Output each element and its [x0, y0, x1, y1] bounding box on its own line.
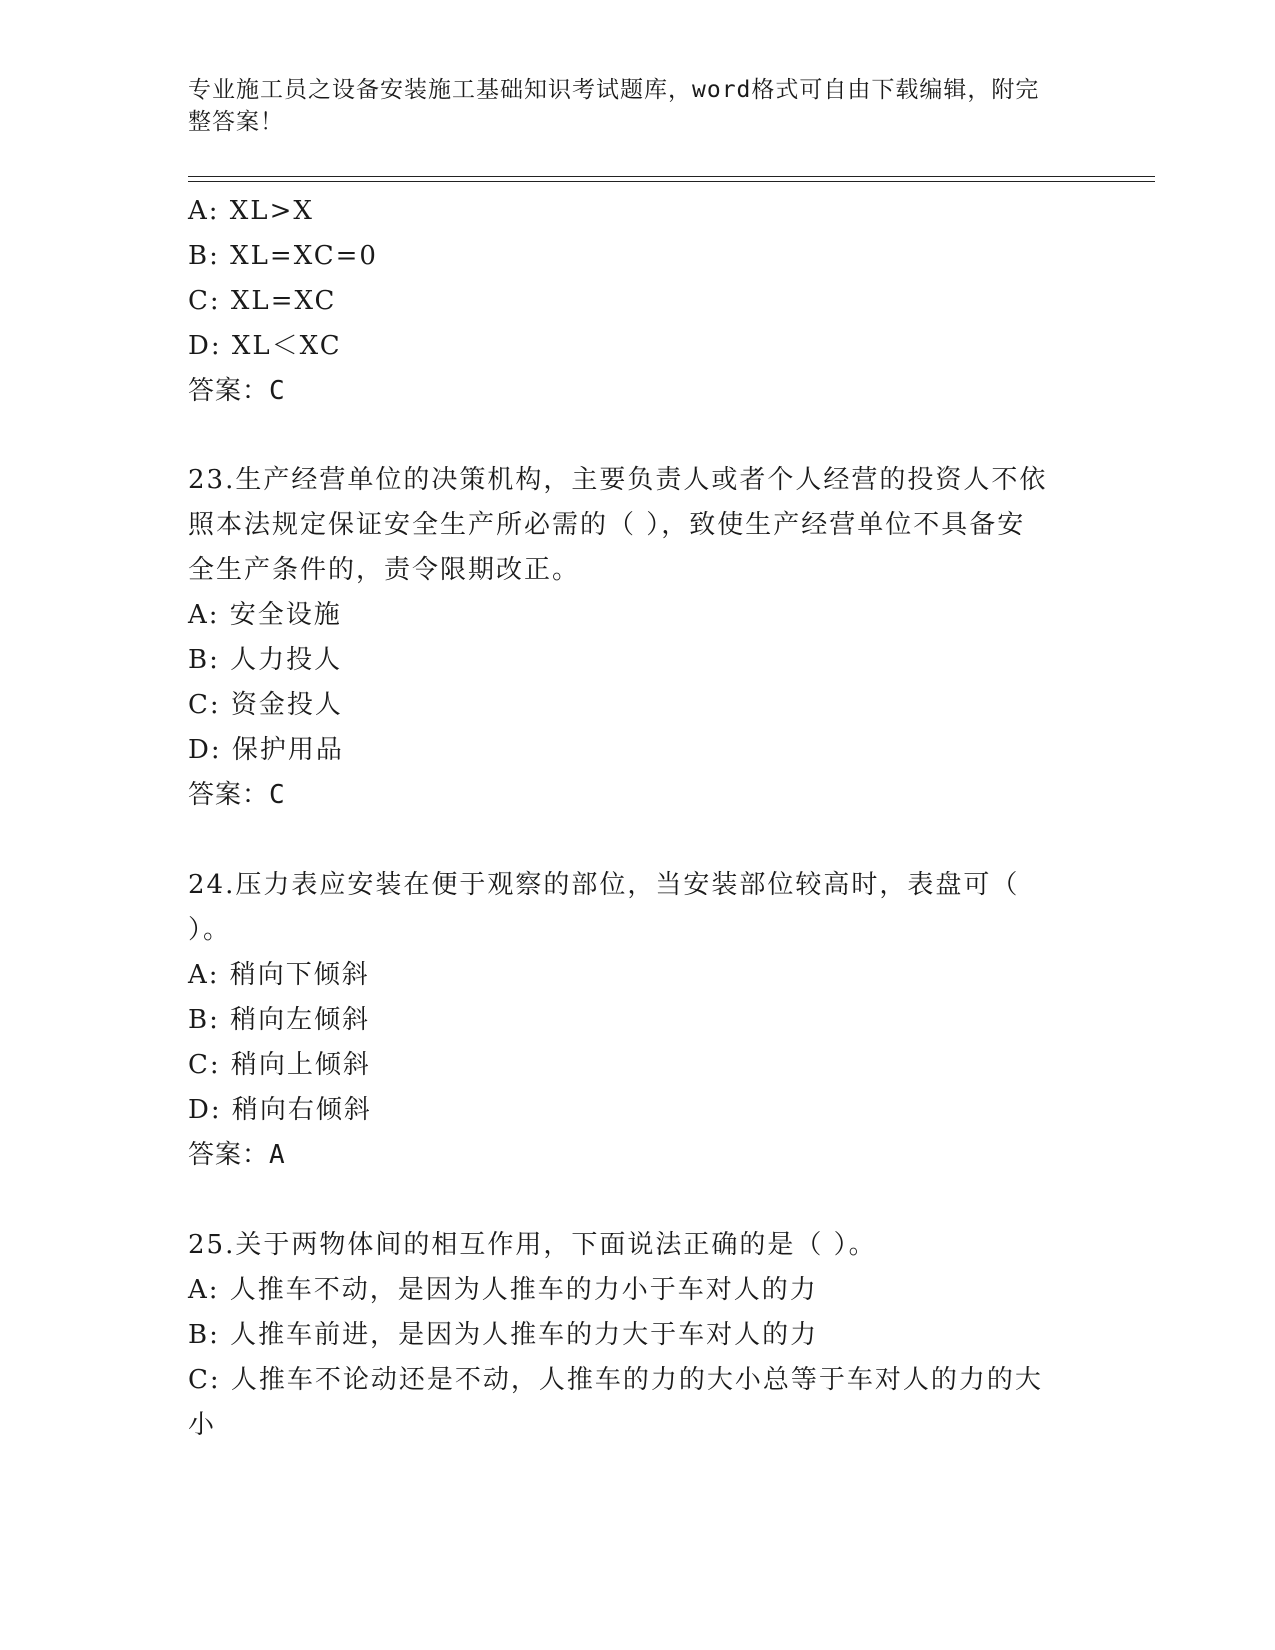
q24-option-d: D: 稍向右倾斜 [188, 1095, 372, 1125]
q24-option-c: C: 稍向上倾斜 [188, 1050, 371, 1080]
q23-option-d: D: 保护用品 [188, 735, 344, 765]
q23-answer-value: C [269, 780, 286, 810]
q25-option-b: B: 人推车前进，是因为人推车的力大于车对人的力 [188, 1320, 819, 1350]
q25-stem-line-1: 25.关于两物体间的相互作用，下面说法正确的是（ ）。 [188, 1230, 877, 1260]
q24-answer-label: 答案： [188, 1140, 270, 1170]
q24-answer-value: A [269, 1140, 286, 1170]
q25-option-a: A: 人推车不动，是因为人推车的力小于车对人的力 [188, 1275, 818, 1305]
q23-stem-line-3: 全生产条件的，责令限期改正。 [188, 555, 581, 585]
q23-answer [188, 778, 286, 812]
q23-option-a: A: 安全设施 [188, 600, 342, 630]
q22-answer-value: C [269, 376, 286, 406]
q22-option-c: C: XL=XC [188, 286, 337, 316]
q22-option-a: A: XL>X [188, 196, 314, 226]
document-header: 专业施工员之设备安装施工基础知识考试题库，word格式可自由下载编辑，附完整答案！ [188, 77, 1040, 135]
q24-option-b: B: 稍向左倾斜 [188, 1005, 371, 1035]
q23-option-c: C: 资金投人 [188, 690, 343, 720]
q24-answer [188, 1138, 286, 1172]
q23-stem-line-2: 照本法规定保证安全生产所必需的（ ），致使生产经营单位不具备安 [188, 510, 1026, 540]
q22-option-d: D: XL＜XC [188, 331, 342, 361]
q22-answer-label: 答案： [188, 376, 270, 406]
q25-option-c-continued: 小 [188, 1410, 217, 1440]
header-rule-bottom [188, 181, 1155, 182]
q22-option-b: B: XL=XC=0 [188, 241, 378, 271]
q23-stem-line-1: 23.生产经营单位的决策机构，主要负责人或者个人经营的投资人不依 [188, 465, 1048, 495]
header-rule-top [188, 176, 1155, 177]
q24-stem-line-1: 24.压力表应安装在便于观察的部位，当安装部位较高时，表盘可（ [188, 870, 1020, 900]
q22-answer [188, 374, 286, 408]
q24-option-a: A: 稍向下倾斜 [188, 960, 370, 990]
q23-option-b: B: 人力投人 [188, 645, 343, 675]
q24-stem-line-2: ）。 [188, 915, 232, 945]
q23-answer-label: 答案： [188, 780, 270, 810]
q25-option-c: C: 人推车不论动还是不动，人推车的力的大小总等于车对人的力的大 [188, 1365, 1043, 1395]
